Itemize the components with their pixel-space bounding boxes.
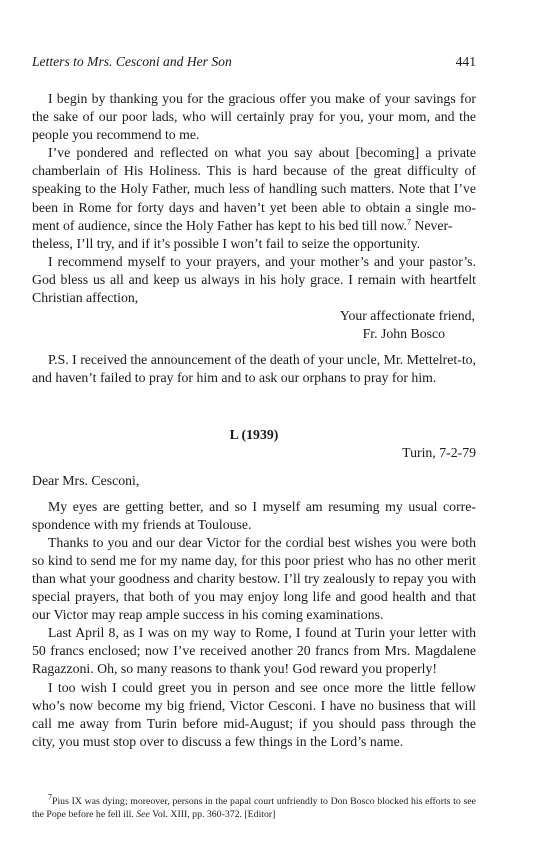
paragraph-continuation: Never- (410, 217, 453, 233)
footnote (32, 792, 476, 821)
paragraph: Last April 8, as I was on my way to Rome, I found at Turin your letter with 50 francs enclosed; now I’ve received another 20 francs from Mrs. Magdalene Ragazzoni. Oh, so many reasons to thank you! God reward you properly! (32, 625, 476, 677)
running-head-title: Letters to Mrs. Cesconi and Her Son (32, 54, 232, 69)
paragraph: Thanks to you and our dear Victor for the cordial best wishes you were both so kind to send me for my name day, for this poor priest who has no other merit than what your goodness and charity bestow. I’ll try zealously to repay you with special prayers, that both of you may enjoy long life and good health and that our Victor may reap ample success in his coming examinations. (32, 534, 476, 623)
footnote-see: See (136, 809, 150, 820)
footnote-marker: 7 (48, 792, 52, 802)
postscript: P.S. I received the announcement of the death of your uncle, Mr. Mettelret-to, and haven’t failed to pray for him and to ask our orphans to pray for him. (32, 352, 476, 386)
paragraph: My eyes are getting better, and so I myself am resuming my usual corre-spondence with my friends at Toulouse. (32, 498, 476, 532)
paragraph-text: I’ve pondered and reflected on what you say about [becoming] a private chamberlain of His Holiness. This is hard because of the great difficulty of speaking to the Holy Father, much less of handling such matters. Note that I’ve been in Rome for forty days and haven’t yet been able to obtain a single mo-ment of audience, since the Holy Father has kept to his bed till now. (32, 145, 476, 233)
footnote-reference[interactable]: 7 (406, 217, 411, 227)
closing-line: Your affectionate friend, (339, 308, 475, 324)
signature: Fr. John Bosco (362, 326, 445, 342)
running-head (32, 54, 476, 70)
footnote-body: Pius IX was dying; moreover, persons in the papal court unfriendly to Don Bosco blocked his efforts to see the Pope before he fell ill. (32, 796, 476, 820)
paragraph: I begin by thanking you for the gracious offer you make of your savings for the sake of our poor lads, who will certainly pray for you, your mom, and the people you recommend to me. (32, 91, 476, 143)
paragraph: I too wish I could greet you in person and see once more the little fellow who’s now become my big friend, Victor Cesconi. I have no business that will call me away from Turin before mid-August; if you should pass through the city, you must stop over to discuss a few things in the Lord’s name. (32, 679, 476, 749)
salutation: Dear Mrs. Cesconi, (32, 472, 140, 488)
paragraph-continuation-line: theless, I’ll try, and if it’s possible I won’t fail to seize the opportunity. (32, 235, 421, 251)
body-text (32, 90, 476, 751)
page-number: 441 (455, 54, 476, 69)
paragraph: I recommend myself to your prayers, and your mother’s and your pastor’s. God bless us all and keep us always in his holy grace. I remain with heartfelt Christian affection, (32, 253, 476, 306)
paragraph (32, 144, 476, 234)
footnote-citation: Vol. XIII, pp. 360-372. [Editor] (149, 809, 276, 820)
letter-heading: L (1939) (229, 426, 279, 442)
closing-signature (32, 307, 476, 343)
footnote-text (32, 792, 476, 821)
dateline: Turin, 7-2-79 (402, 444, 476, 460)
